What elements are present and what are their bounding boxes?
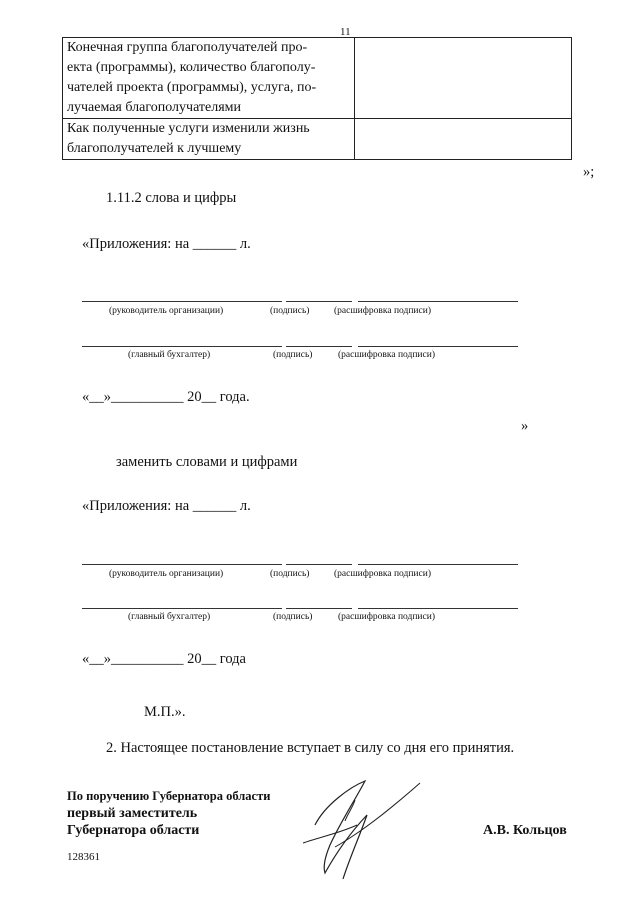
table-row	[63, 38, 572, 119]
table-cell-value	[355, 119, 572, 160]
table-cell-label	[63, 38, 355, 119]
cell-line: лучаемая благополучателями	[67, 100, 242, 115]
table-closing-quote: »;	[583, 164, 595, 180]
signature-line	[286, 608, 352, 609]
annex-line: «Приложения: на ______ л.	[82, 236, 251, 252]
cell-line: Конечная группа благополучателей про-	[67, 40, 308, 55]
signatory-line-2: первый заместитель	[67, 806, 198, 821]
page-number: 11	[340, 26, 351, 38]
document-number: 128361	[67, 851, 100, 863]
signature-line	[286, 346, 352, 347]
signature-line	[82, 301, 282, 302]
signature-line	[82, 564, 282, 565]
clause-heading: 1.11.2 слова и цифры	[106, 190, 237, 206]
caption-head: (руководитель организации)	[109, 569, 224, 579]
signature-line	[358, 301, 518, 302]
date-line: «__»__________ 20__ года	[82, 651, 246, 667]
caption-signature: (подпись)	[273, 350, 313, 360]
cell-line: благополучателей к лучшему	[67, 141, 242, 156]
caption-transcript: (расшифровка подписи)	[338, 612, 435, 622]
caption-head: (руководитель организации)	[109, 306, 224, 316]
item-2: 2. Настоящее постановление вступает в силу со дня его принятия.	[106, 740, 515, 756]
annex-line: «Приложения: на ______ л.	[82, 498, 251, 514]
cell-line: екта (программы), количество благополу-	[67, 60, 316, 75]
caption-accountant: (главный бухгалтер)	[128, 612, 211, 622]
signature-line	[358, 564, 518, 565]
caption-transcript: (расшифровка подписи)	[334, 306, 431, 316]
caption-transcript: (расшифровка подписи)	[334, 569, 431, 579]
signature-line	[358, 346, 518, 347]
replace-instruction: заменить словами и цифрами	[116, 454, 298, 470]
beneficiaries-table	[62, 37, 572, 160]
signatory-line-1: По поручению Губернатора области	[67, 789, 271, 803]
signatory-line-3: Губернатора области	[67, 823, 200, 838]
caption-transcript: (расшифровка подписи)	[338, 350, 435, 360]
signature-line	[358, 608, 518, 609]
cell-line: чателей проекта (программы), услуга, по-	[67, 80, 317, 95]
handwritten-signature	[295, 775, 445, 885]
signature-line	[82, 608, 282, 609]
caption-signature: (подпись)	[273, 612, 313, 622]
caption-signature: (подпись)	[270, 569, 310, 579]
stamp-place: М.П.».	[144, 704, 186, 720]
table-cell-label	[63, 119, 355, 160]
signatory-name: А.В. Кольцов	[483, 823, 567, 838]
cell-line: Как полученные услуги изменили жизнь	[67, 121, 310, 136]
caption-signature: (подпись)	[270, 306, 310, 316]
date-line: «__»__________ 20__ года.	[82, 389, 250, 405]
signature-line	[286, 301, 352, 302]
signature-line	[82, 346, 282, 347]
table-row	[63, 119, 572, 160]
table-cell-value	[355, 38, 572, 119]
closing-quote: »	[521, 418, 529, 434]
caption-accountant: (главный бухгалтер)	[128, 350, 211, 360]
signature-line	[286, 564, 352, 565]
